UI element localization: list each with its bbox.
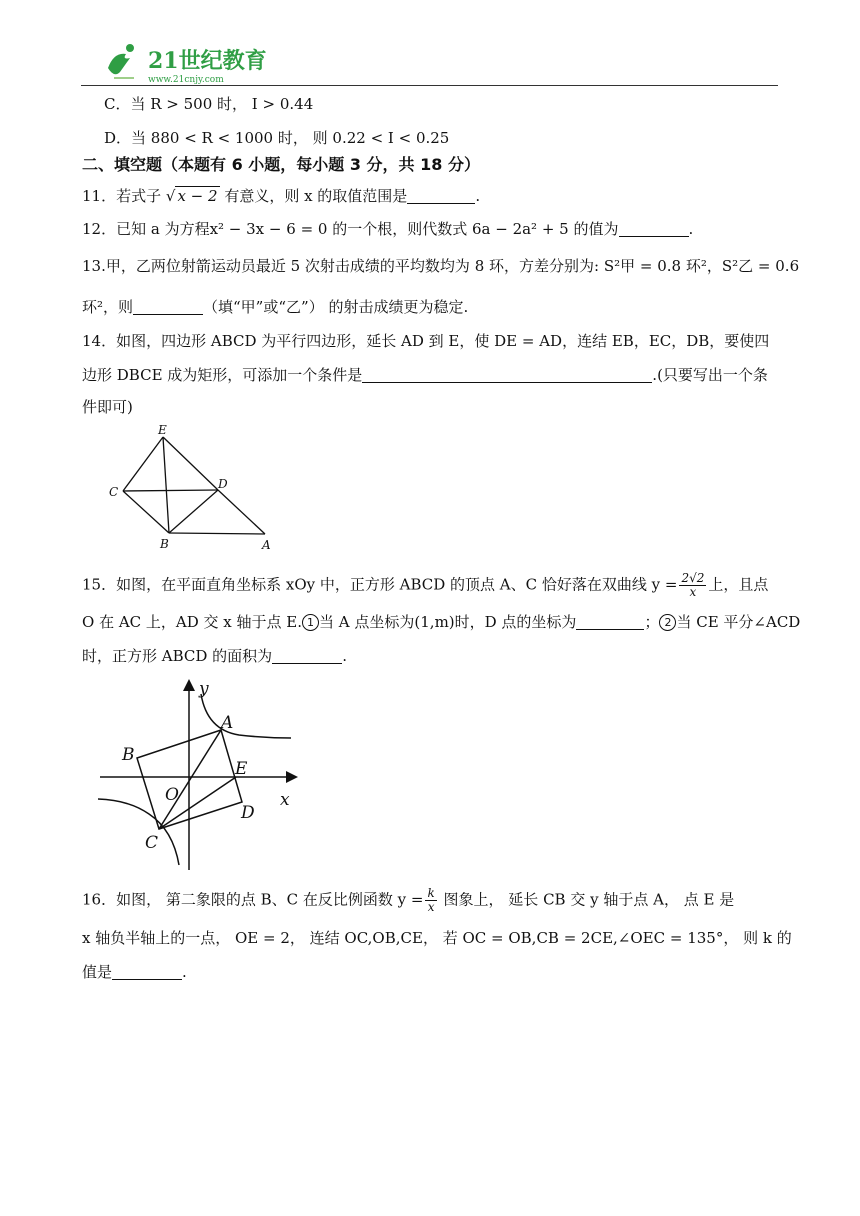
q14-label-b: B bbox=[160, 537, 169, 551]
q14-line2-pre: 边形 DBCE 成为矩形，可添加一个条件是 bbox=[82, 366, 363, 384]
q16-answer-blank[interactable] bbox=[112, 963, 182, 980]
q14-label-d: D bbox=[218, 477, 228, 491]
q14-edge-cd bbox=[123, 490, 218, 491]
q15-label-a: A bbox=[221, 713, 234, 733]
q14-edge-eb bbox=[163, 437, 169, 533]
q15-circle-2: 2 bbox=[659, 614, 676, 631]
q15-label-y: y bbox=[199, 679, 209, 699]
question-15-line1 bbox=[82, 572, 768, 599]
logo-text: 21世纪教育 bbox=[148, 48, 267, 74]
q16-fraction bbox=[425, 887, 436, 914]
q13-line2-post: （填“甲”或“乙”） 的射击成绩更为稳定. bbox=[203, 298, 469, 316]
q14-figure bbox=[100, 420, 290, 555]
q12-text: 12．已知 a 为方程x² − 3x − 6 = 0 的一个根，则代数式 6a − 2a² + 5 的值为 bbox=[82, 220, 619, 238]
q16-line3-pre: 值是 bbox=[82, 963, 113, 981]
q15-label-x: x bbox=[280, 790, 290, 810]
question-14-line1: 14．如图，四边形 ABCD 为平行四边形，延长 AD 到 E，使 DE = AD，连结 EB，EC，DB，要使四 bbox=[82, 332, 770, 350]
q15-line2-d: 当 CE 平分∠ACD bbox=[676, 613, 801, 631]
q16-line3-post: . bbox=[182, 963, 187, 981]
q11-radical-sign: √ bbox=[165, 187, 176, 205]
q14-answer-blank[interactable] bbox=[362, 366, 652, 383]
q11-radicand: x − 2 bbox=[177, 187, 218, 205]
q11-post: 有意义，则 x 的取值范围是 bbox=[219, 187, 408, 205]
q14-edge-db bbox=[169, 490, 218, 533]
q16-frac-num: k bbox=[427, 886, 435, 900]
q15-line1-post: 上，且点 bbox=[708, 575, 769, 594]
q13-answer-blank[interactable] bbox=[133, 298, 203, 315]
q14-label-e: E bbox=[158, 423, 167, 437]
q15-label-b: B bbox=[122, 745, 135, 765]
q15-line2-b: 当 A 点坐标为(1,m)时，D 点的坐标为 bbox=[319, 613, 577, 631]
q15-diagonal-ac bbox=[159, 730, 221, 829]
q15-frac-den: x bbox=[689, 585, 697, 599]
q15-line2-c: ； bbox=[644, 613, 660, 631]
question-14-line3: 件即可) bbox=[82, 398, 133, 416]
q15-line2-a: O 在 AC 上，AD 交 x 轴于点 E. bbox=[82, 613, 303, 631]
question-16-line1 bbox=[82, 887, 734, 914]
q14-edge-ed bbox=[163, 437, 218, 490]
q11-number: 11． bbox=[82, 187, 117, 205]
q14-label-a: A bbox=[262, 538, 271, 552]
question-11 bbox=[82, 186, 480, 206]
q15-hyperbola-branch-2 bbox=[98, 799, 179, 865]
question-15-line3 bbox=[82, 646, 347, 666]
q15-label-c: C bbox=[145, 833, 159, 853]
q15-answer-blank-2[interactable] bbox=[272, 647, 342, 664]
logo-icon bbox=[100, 38, 280, 86]
q14-label-c: C bbox=[109, 485, 119, 499]
q14-edge-da bbox=[218, 490, 265, 534]
q14-edge-cb bbox=[123, 491, 169, 533]
q15-answer-blank-1[interactable] bbox=[576, 613, 644, 630]
q16-frac-den: x bbox=[427, 900, 435, 914]
q15-figure bbox=[95, 672, 310, 877]
question-14-line2 bbox=[82, 365, 768, 385]
q14-line2-post: .(只要写出一个条 bbox=[652, 366, 768, 384]
q12-end: . bbox=[688, 220, 694, 238]
q11-pre: 若式子 bbox=[116, 187, 166, 205]
logo-url: www.21cnjy.com bbox=[148, 75, 224, 85]
option-d: D．当 880 < R < 1000 时， 则 0.22 < I < 0.25 bbox=[104, 129, 450, 147]
q12-answer-blank[interactable] bbox=[619, 220, 689, 237]
q15-line1-pre: 15．如图，在平面直角坐标系 xOy 中，正方形 ABCD 的顶点 A、C 恰好落在双曲线 y = bbox=[82, 575, 678, 594]
option-c: C．当 R > 500 时， I > 0.44 bbox=[104, 95, 314, 113]
q11-answer-blank[interactable] bbox=[407, 187, 475, 204]
q14-edge-ba bbox=[169, 533, 265, 534]
q15-circle-1: 1 bbox=[302, 614, 319, 631]
question-15-line2 bbox=[82, 612, 800, 632]
q15-fraction bbox=[679, 572, 706, 599]
q15-label-d: D bbox=[241, 803, 255, 823]
question-12 bbox=[82, 219, 693, 239]
q13-line2-pre: 环²，则 bbox=[82, 298, 134, 316]
question-13-line1: 13.甲，乙两位射箭运动员最近 5 次射击成绩的平均数均为 8 环，方差分别为: S²甲 = 0.8 环²，S²乙 = 0.6 bbox=[82, 257, 800, 275]
question-16-line2: x 轴负半轴上的一点， OE = 2， 连结 OC,OB,CE， 若 OC = OB,CB = 2CE,∠OEC = 135°， 则 k 的 bbox=[82, 929, 792, 947]
q16-line1-post: 图象上， 延长 CB 交 y 轴于点 A， 点 E 是 bbox=[438, 890, 735, 909]
q15-frac-num: 2√2 bbox=[681, 571, 705, 585]
page-header bbox=[100, 38, 780, 88]
q15-line3-post: . bbox=[342, 647, 347, 665]
q14-edge-ec bbox=[123, 437, 163, 491]
q16-line1-pre: 16．如图， 第二象限的点 B、C 在反比例函数 y = bbox=[82, 890, 424, 909]
q11-end: . bbox=[475, 187, 481, 205]
q15-label-e: E bbox=[235, 759, 248, 779]
section-title: 二、填空题（本题有 6 小题，每小题 3 分，共 18 分） bbox=[82, 155, 480, 174]
question-16-line3 bbox=[82, 962, 187, 982]
q15-line3-pre: 时，正方形 ABCD 的面积为 bbox=[82, 647, 273, 665]
q15-label-o: O bbox=[165, 785, 179, 805]
header-divider bbox=[81, 85, 778, 86]
question-13-line2 bbox=[82, 297, 468, 317]
